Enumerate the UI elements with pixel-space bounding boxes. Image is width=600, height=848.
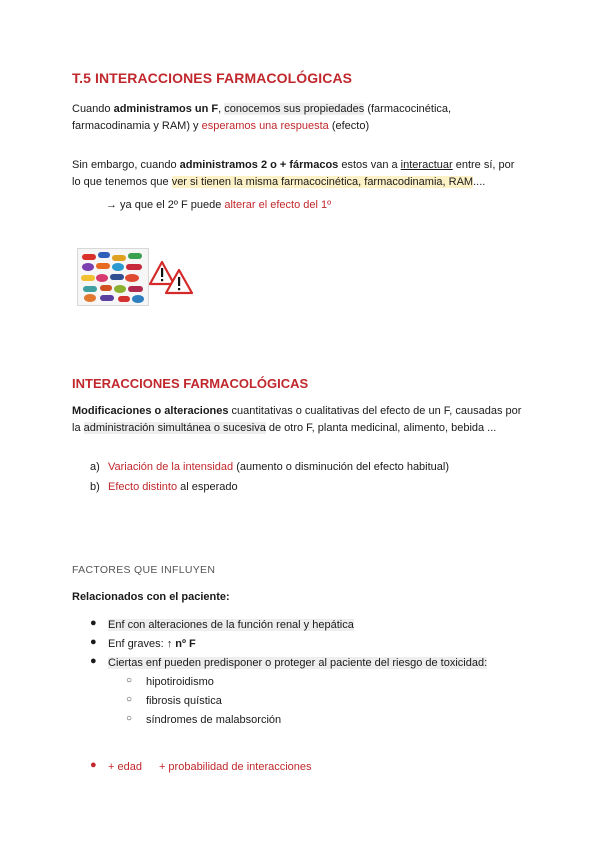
circle-bullet-icon: ○ <box>126 694 133 705</box>
text: (farmacocinética, <box>364 103 452 115</box>
highlighted-text: Ciertas enf pueden predisponer o proteger al paciente del riesgo de toxicidad: <box>108 657 488 669</box>
bold-text: administramos un F <box>113 103 219 115</box>
bold-text: ↑ nº F <box>166 638 196 650</box>
text: (aumento o disminución del efecto habitual) <box>233 461 450 473</box>
list-marker: a) <box>90 461 100 473</box>
text: estos van a <box>338 159 401 171</box>
text: de otro F, planta medicinal, alimento, bebida ... <box>265 422 497 434</box>
text: Sin embargo, cuando <box>72 159 180 171</box>
warning-triangle-icon <box>149 260 195 296</box>
red-text: + edad <box>108 761 142 773</box>
circle-bullet-icon: ○ <box>126 713 133 724</box>
bullet-icon: ● <box>90 655 97 667</box>
highlighted-text: Enf con alteraciones de la función renal y hepática <box>108 619 354 631</box>
bullet-icon: ● <box>90 759 97 771</box>
sub-list-item: síndromes de malabsorción <box>146 714 282 726</box>
highlighted-text: conocemos sus propiedades <box>224 103 365 115</box>
text: farmacodinamia y RAM) y <box>72 120 202 132</box>
text: Cuando <box>72 103 114 115</box>
list-item <box>108 655 487 671</box>
factores-heading: FACTORES QUE INFLUYEN <box>72 564 216 576</box>
text: (efecto) <box>328 120 370 132</box>
text: entre sí, por <box>452 159 515 171</box>
text: la <box>72 422 84 434</box>
arrow-icon: → <box>106 199 117 211</box>
intro-paragraph <box>72 101 532 135</box>
text: al esperado <box>177 481 238 493</box>
list-item <box>108 636 196 652</box>
text: .... <box>473 176 486 188</box>
arrow-line <box>106 199 331 211</box>
list-item <box>90 479 100 495</box>
red-text: Variación de la intensidad <box>108 461 234 473</box>
list-item <box>90 459 100 475</box>
sub-list-item: hipotiroidismo <box>146 676 214 688</box>
list-marker: b) <box>90 481 100 493</box>
red-text: + probabilidad de interacciones <box>158 761 312 773</box>
definition-paragraph <box>72 403 542 437</box>
section-title: INTERACCIONES FARMACOLÓGICAS <box>72 376 309 391</box>
pills-icon <box>78 249 148 305</box>
red-text: alterar el efecto del 1º <box>224 199 332 211</box>
text: lo que tenemos que <box>72 176 172 188</box>
list-item-text <box>108 479 238 495</box>
bold-text: administramos 2 o + fármacos <box>179 159 339 171</box>
text: Enf graves: <box>108 638 167 650</box>
underlined-text: interactuar <box>400 159 453 171</box>
text: , <box>218 103 225 115</box>
text: cuantitativas o cualitativas del efecto de un F, causadas por <box>228 405 522 417</box>
page-title: T.5 INTERACCIONES FARMACOLÓGICAS <box>72 70 353 86</box>
sub-list-item: fibrosis quística <box>146 695 222 707</box>
list-item <box>108 759 312 775</box>
pills-image <box>77 248 149 306</box>
red-text: Efecto distinto <box>108 481 178 493</box>
factores-subheading: Relacionados con el paciente: <box>72 591 230 603</box>
list-item-text <box>108 459 449 475</box>
bullet-icon: ● <box>90 617 97 629</box>
red-text: esperamos una respuesta <box>201 120 329 132</box>
highlighted-text: administración simultánea o sucesiva <box>83 422 266 434</box>
circle-bullet-icon: ○ <box>126 675 133 686</box>
highlighted-text: ver si tienen la misma farmacocinética, farmacodinamia, RAM <box>171 176 474 188</box>
bullet-icon: ● <box>90 636 97 648</box>
second-paragraph <box>72 157 552 191</box>
list-item <box>108 617 354 633</box>
text: ya que el 2º F puede <box>117 199 225 211</box>
bold-text: Modificaciones o alteraciones <box>72 405 229 417</box>
warning-triangles-icon <box>149 260 195 296</box>
